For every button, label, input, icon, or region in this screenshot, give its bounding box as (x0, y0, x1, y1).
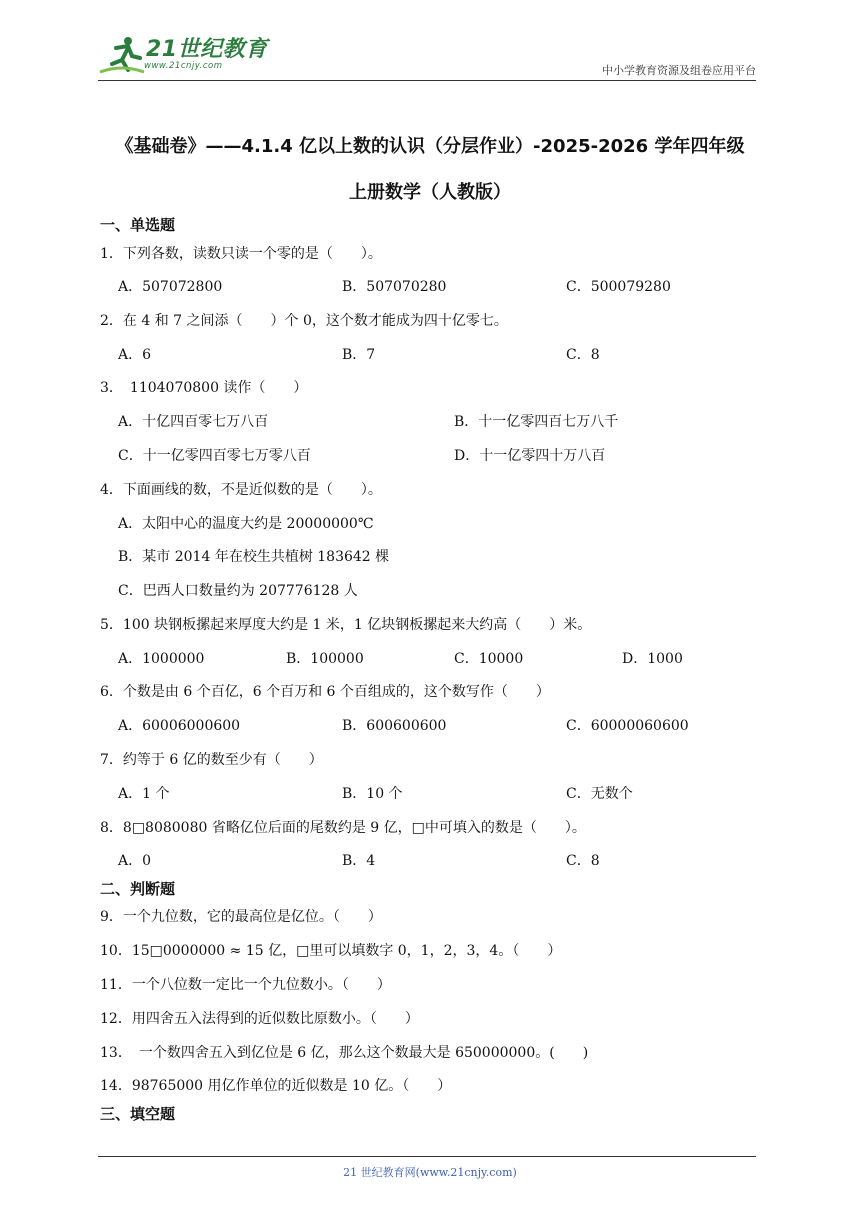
logo-text: 21世纪教育 (146, 37, 268, 62)
question-option: B．某市 2014 年在校生共植树 183642 棵 (118, 549, 390, 565)
question-option: B．4 (342, 853, 376, 869)
question-option: C．500079280 (566, 279, 671, 295)
question-stem: 7．约等于 6 亿的数至少有（ ） (100, 752, 323, 768)
question-option: C．十一亿零四百零七万零八百 (118, 448, 311, 464)
question-option: B．600600600 (342, 718, 447, 734)
question-option: C．8 (566, 853, 600, 869)
page-title-line1: 《基础卷》——4.1.4 亿以上数的认识（分层作业）-2025-2026 学年四年级 (115, 136, 745, 157)
question-option: C．8 (566, 347, 600, 363)
question-option: C．60000060600 (566, 718, 689, 734)
question-option: C．巴西人口数量约为 207776128 人 (118, 583, 358, 599)
judgment-item: 10．15□0000000 ≈ 15 亿，□里可以填数字 0，1，2，3，4。（ ） (100, 943, 562, 959)
logo-url: www.21cnjy.com (144, 61, 223, 71)
question-option: B．507070280 (342, 279, 447, 295)
question-option: B．7 (342, 347, 376, 363)
question-option: A．1 个 (118, 786, 170, 802)
question-option: B．十一亿零四百七万八千 (454, 414, 619, 430)
question-stem: 2．在 4 和 7 之间添（ ）个 0，这个数才能成为四十亿零七。 (100, 313, 508, 329)
question-option: A．60006000600 (118, 718, 241, 734)
question-option: C．10000 (454, 651, 524, 667)
question-option: A．太阳中心的温度大约是 20000000℃ (118, 516, 374, 532)
judgment-item: 14．98765000 用亿作单位的近似数是 10 亿。（ ） (100, 1078, 452, 1094)
judgment-item: 11．一个八位数一定比一个九位数小。（ ） (100, 977, 391, 993)
platform-label: 中小学教育资源及组卷应用平台 (602, 64, 756, 77)
question-stem: 8．8□8080080 省略亿位后面的尾数约是 9 亿，□中可填入的数是（ ）。 (100, 820, 586, 836)
question-option: A．0 (118, 853, 152, 869)
question-stem: 4．下面画线的数，不是近似数的是（ ）。 (100, 482, 382, 498)
question-option: C．无数个 (566, 786, 633, 802)
footer-text[interactable]: 21 世纪教育网(www.21cnjy.com) (343, 1166, 517, 1179)
question-option: A．507072800 (118, 279, 223, 295)
question-stem: 1．下列各数，读数只读一个零的是（ ）。 (100, 246, 382, 262)
question-option: B．100000 (286, 651, 364, 667)
section-heading: 三、填空题 (100, 1105, 176, 1123)
section-heading: 一、单选题 (100, 216, 176, 234)
question-option: A．十亿四百零七万八百 (118, 414, 269, 430)
judgment-item: 12．用四舍五入法得到的近似数比原数小。（ ） (100, 1011, 419, 1027)
question-option: D．1000 (622, 651, 683, 667)
footer-divider (98, 1156, 756, 1157)
question-stem: 3． 1104070800 读作（ ） (100, 380, 308, 396)
question-option: B．10 个 (342, 786, 403, 802)
logo (98, 34, 268, 76)
page-header (98, 30, 756, 81)
section-heading: 二、判断题 (100, 880, 176, 898)
question-option: D．十一亿零四十万八百 (454, 448, 606, 464)
question-stem: 6．个数是由 6 个百亿，6 个百万和 6 个百组成的，这个数写作（ ） (100, 684, 550, 700)
question-option: A．6 (118, 347, 152, 363)
question-stem: 5．100 块钢板摞起来厚度大约是 1 米，1 亿块钢板摞起来大约高（ ）米。 (100, 617, 592, 633)
question-option: A．1000000 (118, 651, 205, 667)
judgment-item: 9．一个九位数，它的最高位是亿位。（ ） (100, 909, 382, 925)
judgment-item: 13． 一个数四舍五入到亿位是 6 亿，那么这个数最大是 650000000。( ) (100, 1045, 589, 1061)
page-title-line2: 上册数学（人教版） (349, 182, 511, 203)
runner-icon (98, 34, 146, 76)
